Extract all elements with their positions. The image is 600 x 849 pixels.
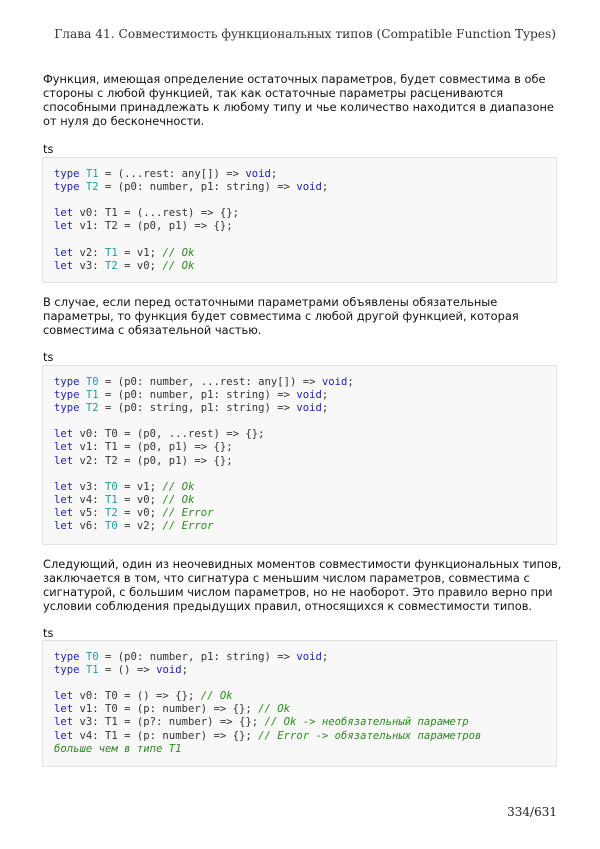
code-line <box>54 664 556 677</box>
code-lang-label: ts <box>43 350 54 364</box>
code-line <box>54 220 556 233</box>
code-line <box>54 376 556 389</box>
code-token: = v1; <box>117 480 163 493</box>
code-token: void <box>296 181 322 194</box>
code-token: T1 <box>105 246 118 259</box>
code-line <box>54 194 556 207</box>
code-token: let <box>54 506 74 519</box>
code-token: ; <box>270 168 278 180</box>
code-token: T2 <box>105 506 118 519</box>
code-line <box>54 233 556 246</box>
code-token: T0 <box>105 480 118 493</box>
code-token: v2: T2 = (p0, p1) => {}; <box>73 454 233 467</box>
code-line <box>54 677 556 690</box>
code-token: let <box>54 690 74 703</box>
code-token: // Ok <box>162 259 195 272</box>
code-token: let <box>54 207 74 220</box>
code-token: void <box>296 651 322 663</box>
code-line <box>54 743 556 756</box>
code-token: T0 <box>105 520 118 533</box>
code-token: let <box>54 703 74 716</box>
code-line <box>54 428 556 441</box>
code-line <box>54 247 556 260</box>
code-token: let <box>54 428 74 441</box>
code-token: v5: <box>73 506 106 519</box>
code-line <box>54 494 556 507</box>
code-token: let <box>54 441 74 454</box>
code-token: v1: T2 = (p0, p1) => {}; <box>73 220 233 233</box>
code-token: // Ok <box>162 246 195 259</box>
code-token: let <box>54 246 74 259</box>
code-token: = v2; <box>117 520 163 533</box>
code-token: void <box>245 168 271 180</box>
code-token: T1 <box>85 389 99 402</box>
code-token: v3: T1 = (p?: number) => {}; <box>73 716 265 729</box>
code-line <box>54 690 556 703</box>
code-token: v6: <box>73 520 106 533</box>
code-line <box>54 703 556 716</box>
code-token: = v0; <box>117 493 163 506</box>
code-token: // Ok <box>258 703 290 716</box>
code-line <box>54 455 556 468</box>
code-token: v4: <box>73 493 106 506</box>
code-token: T2 <box>85 402 99 415</box>
code-line <box>54 415 556 428</box>
code-token: // Ok <box>162 493 195 506</box>
code-line <box>54 716 556 729</box>
code-line <box>54 468 556 481</box>
code-token: // Ok <box>200 690 233 703</box>
code-token: = (p0: number, ...rest: any[]) => <box>98 376 322 388</box>
code-token: type <box>54 651 80 663</box>
code-token: = (p0: number, p1: string) => <box>98 651 297 663</box>
code-line <box>54 730 556 743</box>
code-token: v0: T0 = (p0, ...rest) => {}; <box>73 428 265 441</box>
code-lang-label: ts <box>43 142 54 156</box>
code-token: // Ok <box>162 480 195 493</box>
code-token: // Error <box>162 506 214 519</box>
code-token: T1 <box>85 664 99 677</box>
code-token: // Error <box>162 520 214 533</box>
code-token: ; <box>181 664 188 677</box>
code-token: void <box>321 376 348 388</box>
code-token: T2 <box>105 259 118 272</box>
code-token: = (p0: number, p1: string) => <box>98 389 297 402</box>
code-token: = (p0: string, p1: string) => <box>98 402 297 415</box>
code-block-fewer <box>42 640 557 767</box>
code-token: type <box>54 181 80 194</box>
code-token: = v0; <box>117 259 163 272</box>
code-token: v1: T0 = (p: number) => {}; <box>73 703 259 716</box>
code-token: ; <box>321 402 329 415</box>
code-token: T2 <box>85 181 99 194</box>
code-token: = v0; <box>117 506 163 519</box>
code-token: type <box>54 664 80 677</box>
code-line <box>54 181 556 194</box>
paragraph-rest-params: Функция, имеющая определение остаточных параметров, будет совместима в обе стороны с любой функцией, так как остаточные параметры расцениваются способными принадлежать к любому типу и чье количество находится в диапазоне от нуля до бесконечности. <box>43 72 554 128</box>
code-token: type <box>54 389 80 402</box>
code-token: v1: T1 = (p0, p1) => {}; <box>73 441 233 454</box>
code-token: v0: T1 = (...rest) => {}; <box>73 207 239 220</box>
code-token: // Error -> обязательных параметров <box>258 729 482 742</box>
code-line <box>54 402 556 415</box>
code-token: = v1; <box>117 246 163 259</box>
code-token: v2: <box>73 246 106 259</box>
code-token: ; <box>321 181 329 194</box>
code-line <box>54 520 556 533</box>
chapter-header: Глава 41. Совместимость функциональных типов (Compatible Function Types) <box>54 27 556 41</box>
code-line <box>54 651 556 664</box>
code-token: T0 <box>85 651 99 663</box>
code-token: let <box>54 493 74 506</box>
code-token: void <box>296 402 322 415</box>
code-token: type <box>54 402 80 415</box>
code-line <box>54 507 556 520</box>
paragraph-fewer-params: Следующий, один из неочевидных моментов совместимости функциональных типов, заключается в том, что сигнатура с меньшим числом параметров, совместима с сигнатурой, с большим числом параметров, но не наоборот. Это правило верно при условии соблюдения предыдущих правил, относящихся к совместимости типов. <box>43 557 562 613</box>
code-token: let <box>54 220 74 233</box>
code-token: let <box>54 716 74 729</box>
code-line <box>54 441 556 454</box>
code-line <box>54 481 556 494</box>
code-line <box>54 168 556 181</box>
code-token: = (...rest: any[]) => <box>98 168 246 180</box>
code-token: ; <box>321 389 329 402</box>
code-lang-label: ts <box>43 626 54 640</box>
code-token: больше чем в типе T1 <box>54 742 182 755</box>
paragraph-required-params: В случае, если перед остаточными параметрами объявлены обязательные параметры, то функция будет совместима с любой другой функцией, которая совместима с обязательной частью. <box>43 295 519 337</box>
code-line <box>54 207 556 220</box>
code-token: T1 <box>105 493 118 506</box>
code-token: T1 <box>85 168 99 180</box>
code-token: let <box>54 729 74 742</box>
page-number: 334/631 <box>507 805 557 819</box>
code-token: let <box>54 480 74 493</box>
code-line <box>54 260 556 273</box>
code-token: void <box>296 389 322 402</box>
code-token: v0: T0 = () => {}; <box>73 690 201 703</box>
code-token: v3: <box>73 480 106 493</box>
code-token: = (p0: number, p1: string) => <box>98 181 297 194</box>
code-token: let <box>54 454 74 467</box>
code-token: ; <box>321 651 329 663</box>
code-token: T0 <box>85 376 99 388</box>
code-token: type <box>54 376 80 388</box>
code-token: type <box>54 168 80 180</box>
code-token: let <box>54 259 74 272</box>
code-token: = () => <box>98 664 157 677</box>
code-token: // Ok -> необязательный параметр <box>264 716 469 729</box>
code-token: v3: <box>73 259 106 272</box>
code-token: v4: T1 = (p: number) => {}; <box>73 729 259 742</box>
code-block-rest <box>42 157 557 283</box>
code-token: void <box>156 664 182 677</box>
code-line <box>54 389 556 402</box>
code-token: ; <box>347 376 354 388</box>
code-block-required <box>42 365 557 545</box>
code-token: let <box>54 520 74 533</box>
